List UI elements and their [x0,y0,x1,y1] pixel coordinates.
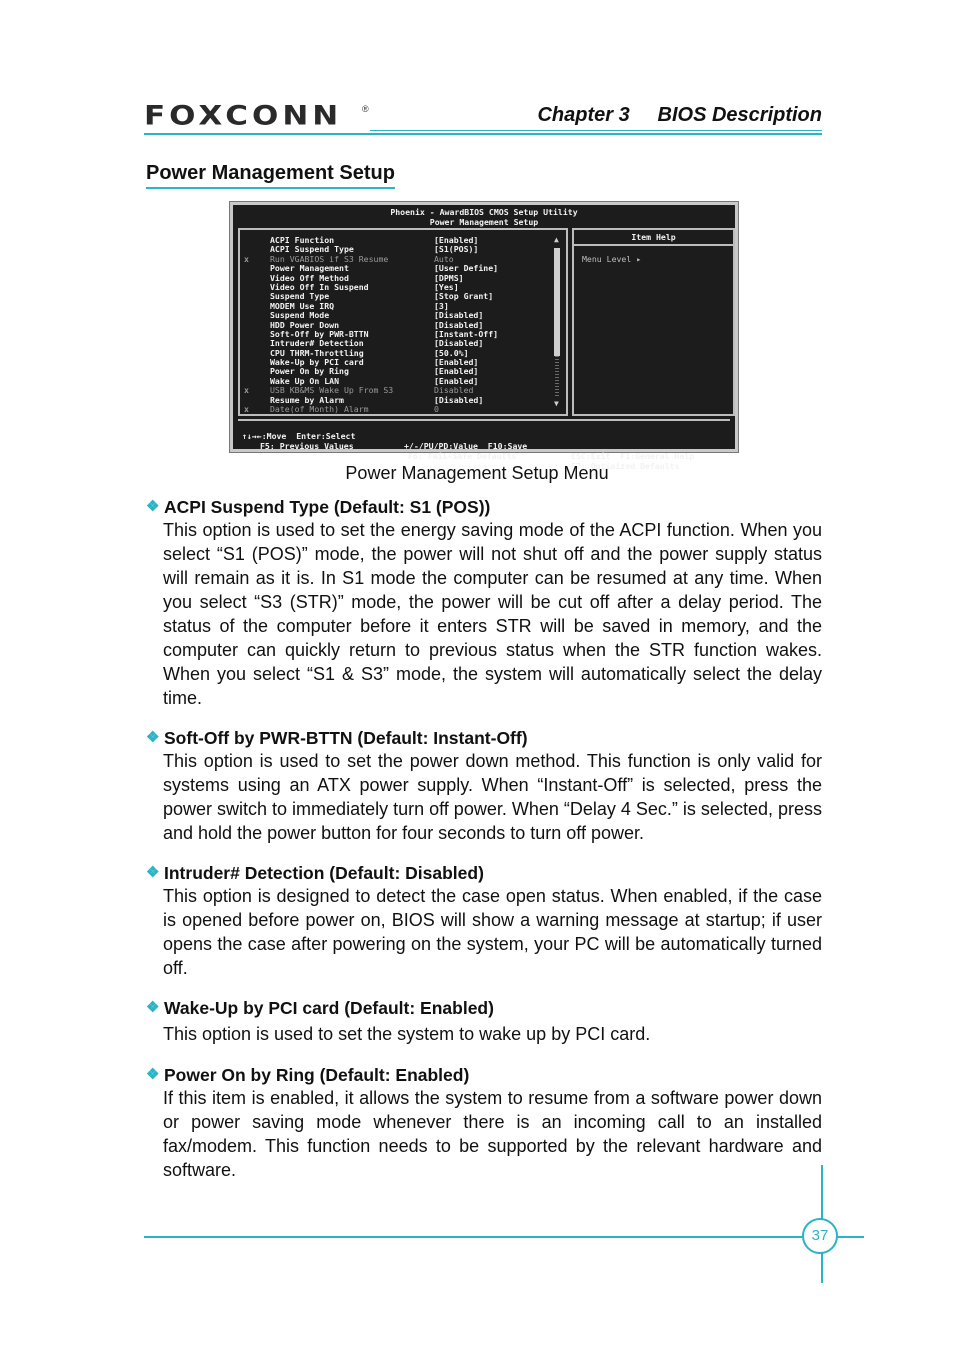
item-intruder-detection [146,862,822,980]
setting-value: Auto [434,253,454,264]
setting-value[interactable]: [Instant-Off] [434,328,499,339]
bios-screen [233,205,735,471]
setting-label: Wake-Up by PCI card [270,357,364,368]
help-text: Menu Level ▸ [582,254,642,264]
setting-label: Date(of Month) Alarm [270,404,369,415]
setting-label: ACPI Function [270,235,335,245]
diamond-bullet-icon: ❖ [146,498,160,515]
bios-screenshot [229,201,739,471]
disabled-mark: x [244,385,249,396]
item-soft-off [146,727,822,845]
chapter-heading: Chapter 3 BIOS Description [537,104,822,126]
setting-label: HDD Power Down [270,319,340,330]
diamond-bullet-icon: ❖ [146,864,160,881]
bios-title [233,207,735,227]
setting-label: Run VGABIOS if S3 Resume [270,253,389,264]
item-body: This option is used to set the power down method. This function is only valid for systems using an ATX power supply. When “Instant-Off” is selected, press the power switch to immediately turn off power. When “Delay 4 Sec.” is selected, press and hold the power button for four seconds to turn off power. [163,751,822,843]
setting-value[interactable]: [DPMS] [434,272,464,283]
bios-title-line1: Phoenix - AwardBIOS CMOS Setup Utility [390,207,578,217]
setting-value[interactable]: [Enabled] [434,366,479,377]
header-rule-thin [370,130,822,131]
setting-value[interactable]: [Stop Grant] [434,291,494,302]
item-power-on-ring [146,1064,822,1182]
section-title: Power Management Setup [146,162,395,189]
footer-fail-safe: F6: Fail-Safe Defaults [408,451,517,461]
bios-settings-panel [238,228,568,416]
setting-value[interactable]: [Disabled] [434,394,484,405]
page-number: 37 [802,1218,838,1254]
figure-caption: Power Management Setup Menu [345,463,609,483]
foxconn-logo: FOXCONN [144,100,343,132]
setting-label: Soft-Off by PWR-BTTN [270,328,369,339]
bios-scrollbar[interactable] [554,236,560,408]
item-body: This option is used to set the system to wake up by PCI card. [163,1024,651,1044]
item-body: This option is used to set the energy saving mode of the ACPI function. When you select “S1 (POS)” mode, the power will not shut off and the power supply status will remain as it is. In S1 mode the computer can be resumed at any time. When you select “S3 (STR)” mode, the power will be cut off after a delay period. The status of the computer before it enters STR will be saved in memory, and the computer can quickly return to previous status when the STR function wakes. When you select “S1 & S3” mode, the system will automatically select the delay time. [163,520,822,708]
scroll-up-icon[interactable]: ▲ [554,235,559,244]
footer-optimized: F7: Optimized Defaults [571,461,680,471]
footer-move-select: ↑↓→←:Move Enter:Select [242,431,356,441]
setting-label: CPU THRM-Throttling [270,347,364,358]
footer-horizontal-rule [144,1236,864,1238]
setting-label: Suspend Mode [270,310,330,321]
item-heading: ❖ ACPI Suspend Type (Default: S1 (POS)) [146,497,491,517]
setting-value[interactable]: [3] [434,300,449,311]
footer-previous-values: F5: Previous Values [260,441,354,451]
setting-label: Suspend Type [270,291,330,302]
item-heading: ❖ Wake-Up by PCI card (Default: Enabled) [146,998,494,1018]
diamond-bullet-icon: ❖ [146,1066,160,1083]
setting-value[interactable]: [50.0%] [434,347,469,358]
setting-value[interactable]: [User Define] [434,263,499,274]
bios-help-panel [572,228,735,416]
header-rule [144,133,822,135]
registered-mark: ® [362,104,369,114]
diamond-bullet-icon: ❖ [146,999,160,1016]
setting-label: Wake Up On LAN [270,375,340,386]
setting-value[interactable]: [Disabled] [434,310,484,321]
item-wake-up-pci [146,997,822,1046]
bios-title-line2: Power Management Setup [429,217,539,227]
setting-value[interactable]: [Disabled] [434,319,484,330]
setting-value[interactable]: [Enabled] [434,357,479,368]
setting-label: MODEM Use IRQ [270,300,335,311]
setting-label: Intruder# Detection [270,338,364,349]
disabled-mark: x [244,253,249,264]
setting-value: Disabled [434,385,474,396]
bios-footer [238,419,730,471]
setting-label: Power Management [270,263,349,274]
setting-label: USB KB&MS Wake Up From S3 [270,385,394,396]
item-body: This option is designed to detect the case open status. When enabled, if the case is opened before power on, BIOS will show a warning message at startup; if user opens the case after powering on the system, your PC will be automatically turned off. [163,886,822,978]
footer-exit-help: ESC:Exit F1:General Help [571,451,695,461]
item-heading: ❖ Intruder# Detection (Default: Disabled) [146,863,484,883]
diamond-bullet-icon: ❖ [146,729,160,746]
item-acpi-suspend [146,496,822,710]
item-body: If this item is enabled, it allows the system to resume from a software power down or power saving mode whenever there is an incoming call to an installed fax/modem. This function needs to be supported by the relevant hardware and software. [163,1088,822,1180]
footer-value-save: +/-/PU/PD:Value F10:Save [404,441,528,451]
setting-value[interactable]: [S1(POS)] [434,244,479,255]
item-heading: ❖ Soft-Off by PWR-BTTN (Default: Instant-Off) [146,728,528,748]
setting-value: 0 [434,404,439,415]
setting-label: Video Off In Suspend [270,281,369,292]
disabled-mark: x [244,404,249,415]
setting-label: Resume by Alarm [270,394,344,405]
scroll-thumb[interactable] [554,248,560,356]
setting-value[interactable]: [Enabled] [434,375,479,386]
help-title: Item Help [574,232,733,246]
setting-value[interactable]: [Disabled] [434,338,484,349]
setting-value[interactable]: [Enabled] [434,235,479,245]
item-heading: ❖ Power On by Ring (Default: Enabled) [146,1065,470,1085]
scroll-down-icon[interactable]: ▼ [554,399,559,408]
bios-setting-row [244,405,566,414]
setting-label: Power On by Ring [270,366,349,377]
setting-label: Video Off Method [270,272,349,283]
setting-value[interactable]: [Yes] [434,281,459,292]
setting-label: ACPI Suspend Type [270,244,354,255]
bios-settings-list [244,236,566,414]
